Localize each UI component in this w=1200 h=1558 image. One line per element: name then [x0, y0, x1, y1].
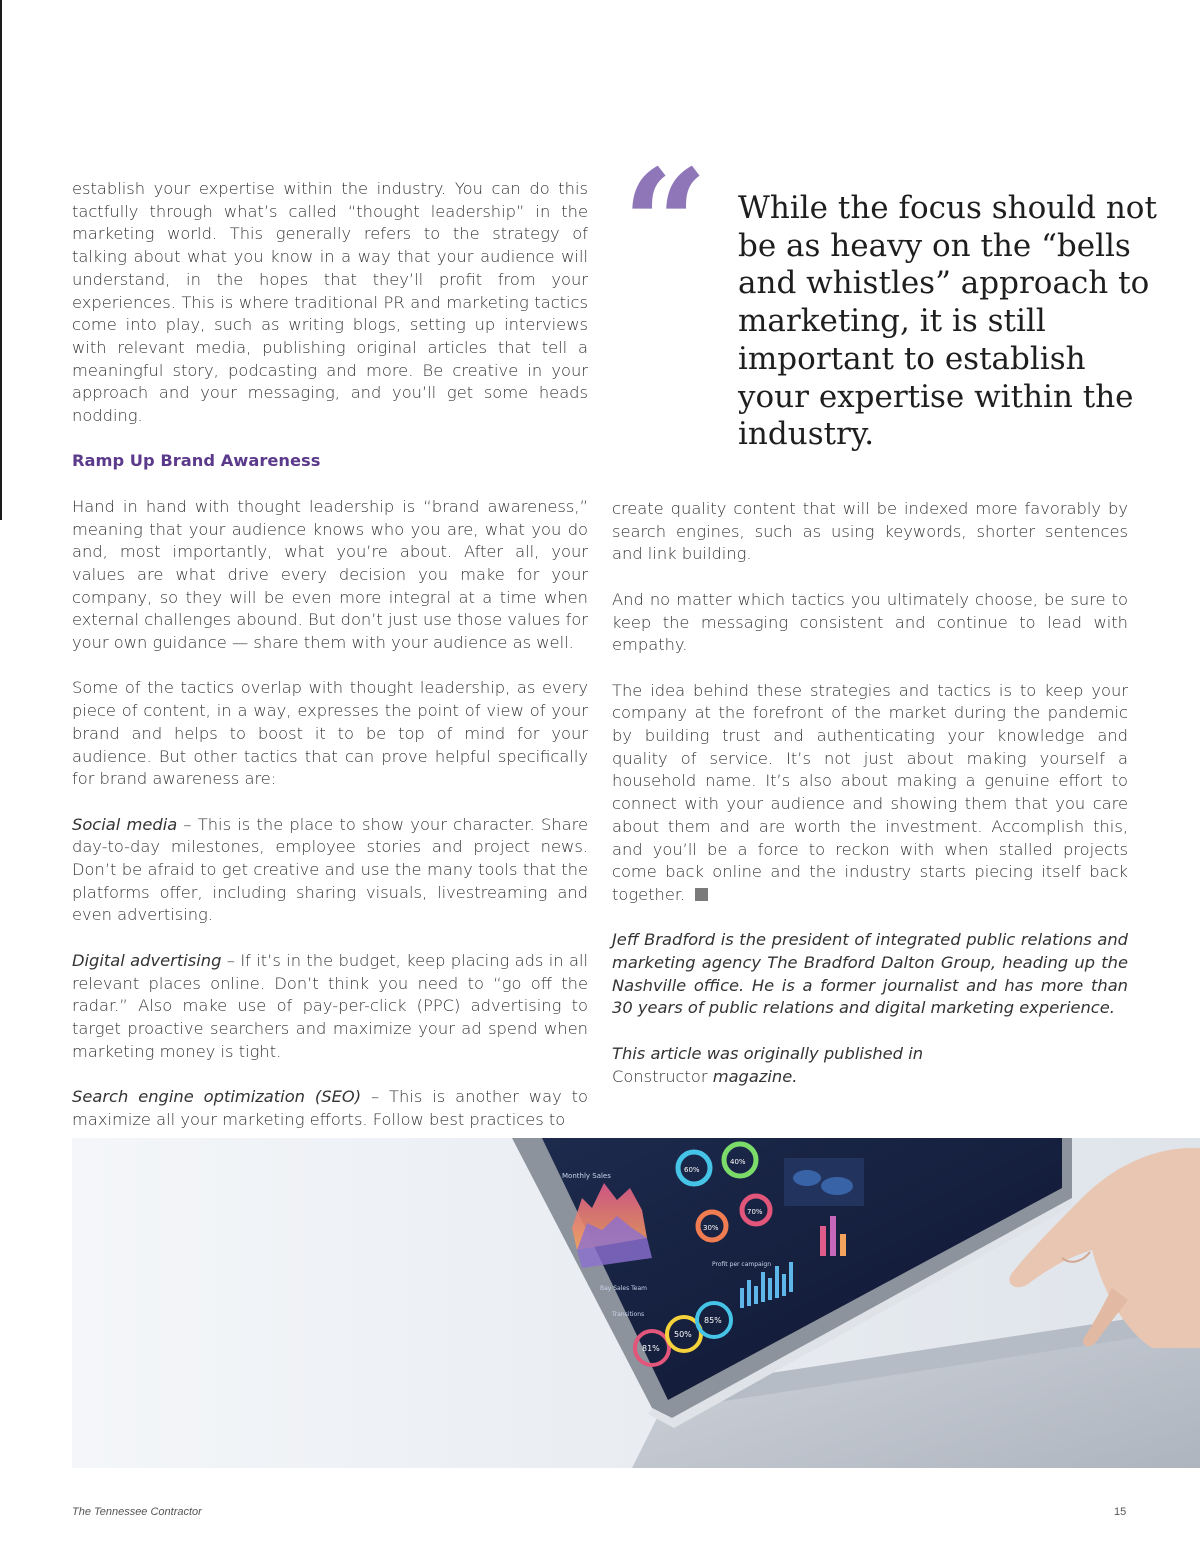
section-subheading: Ramp Up Brand Awareness	[72, 451, 321, 471]
panel-label: Transitions	[612, 1311, 645, 1318]
svg-text:40%: 40%	[730, 1158, 746, 1166]
svg-text:81%: 81%	[642, 1344, 660, 1353]
body-paragraph: Some of the tactics overlap with thought leadership, as every piece of content, in a way, expresses the point of view of your brand and helps to boost it to be top of mind for your audience. But other tactics that can prove helpful specifically for brand awareness are:	[72, 678, 588, 789]
tactic-term: Search engine optimization (SEO)	[72, 1087, 362, 1107]
body-paragraph: create quality content that will be indexed more favorably by search engines, such as using keywords, shorter sentences and link building.	[612, 499, 1128, 564]
author-bio: Jeff Bradford is the president of integrated public relations and marketing agency The Bradford Dalton Group, heading up the Nashville office. He is a former journalist and has more than 30 years of public relations and digital marketing experience.	[612, 930, 1128, 1018]
pull-quote: While the focus should not be as heavy on the “bells and whistles” approach to marketing, it is still important to establish your expertise within the industry.	[738, 190, 1157, 453]
svg-text:85%: 85%	[704, 1316, 722, 1325]
laptop-illustration	[72, 1138, 1200, 1468]
tactic-text: – This is the place to show your character. Share day-to-day milestones, employee stories and project news. Don’t be afraid to get creative and use the many tools that the platforms offer, including sharing visuals, livestreaming and even advertising.	[72, 814, 588, 925]
footer-page-number: 15	[1114, 1506, 1127, 1518]
svg-text:Monthly Sales: Monthly Sales	[562, 1172, 611, 1180]
tactic-text: – If it’s in the budget, keep placing ads in all relevant places online. Don’t think you need to “go off the radar.” Also make use of pay-per-click (PPC) advertising to target proactive searchers and maximize your ad spend when marketing money is tight.	[72, 950, 589, 1061]
laptop-dashboard-photo	[72, 1138, 1200, 1468]
panel-label: Profit per campaign	[712, 1261, 772, 1268]
body-paragraph: Hand in hand with thought leadership is “brand awareness,” meaning that your audience knows who you are, what you do and, most importantly, what you’re about. After all, your values are what drive every decision you make for your company, so they will be even more integral at a time when external challenges abound. But don’t just use those values for your own guidance — share them with your audience as well.	[72, 496, 588, 653]
tactic-term: Social media	[72, 814, 178, 834]
left-column	[72, 178, 588, 1131]
tactic-paragraph-seo	[72, 1086, 588, 1131]
right-column	[612, 498, 1128, 1088]
tactic-paragraph-social	[72, 814, 588, 928]
tactic-text: – This is another way to maximize all your marketing efforts. Follow best practices to	[72, 1087, 588, 1129]
svg-text:60%: 60%	[684, 1166, 700, 1174]
svg-text:50%: 50%	[674, 1330, 692, 1339]
page-edge-rule	[0, 0, 2, 520]
footer-publication: The Tennessee Contractor	[72, 1506, 202, 1518]
tactic-paragraph-ads	[72, 950, 588, 1064]
closing-text: The idea behind these strategies and tactics is to keep your company at the forefront of the market during the pandemic by building trust and authenticating your knowledge and quality of service. It’s not just about making yourself a household name. It’s also about making a genuine effort to connect with your audience and showing them that you care about them and are worth the investment. Accomplish this, and you’ll be a force to reckon with when stalled projects come back online and the industry starts piecing itself back together.	[612, 680, 1128, 904]
svg-text:70%: 70%	[747, 1208, 763, 1216]
body-paragraph	[612, 680, 1128, 907]
tactic-term: Digital advertising	[72, 950, 222, 970]
body-paragraph: establish your expertise within the industry. You can do this tactfully through what’s called “thought leadership” in the marketing world. This generally refers to the strategy of talking about what you know in a way that your audience will understand, in the hopes that they’ll profit from your experiences. This is where traditional PR and marketing tactics come into play, such as writing blogs, setting up interviews with relevant media, publishing original articles that tell a meaningful story, podcasting and more. Be creative in your approach and your messaging, and you’ll get some heads nodding.	[72, 179, 588, 426]
publication-credit: This article was originally published in Constructor magazine.	[612, 1043, 924, 1086]
svg-text:30%: 30%	[703, 1224, 719, 1232]
end-of-article-icon	[695, 888, 708, 901]
panel-label: Bay Sales Team	[600, 1285, 647, 1292]
credit-publication-name: Constructor	[612, 1066, 708, 1086]
quote-mark-icon: “	[622, 137, 709, 313]
body-paragraph: And no matter which tactics you ultimately choose, be sure to keep the messaging consistent and continue to lead with empathy.	[612, 589, 1128, 655]
